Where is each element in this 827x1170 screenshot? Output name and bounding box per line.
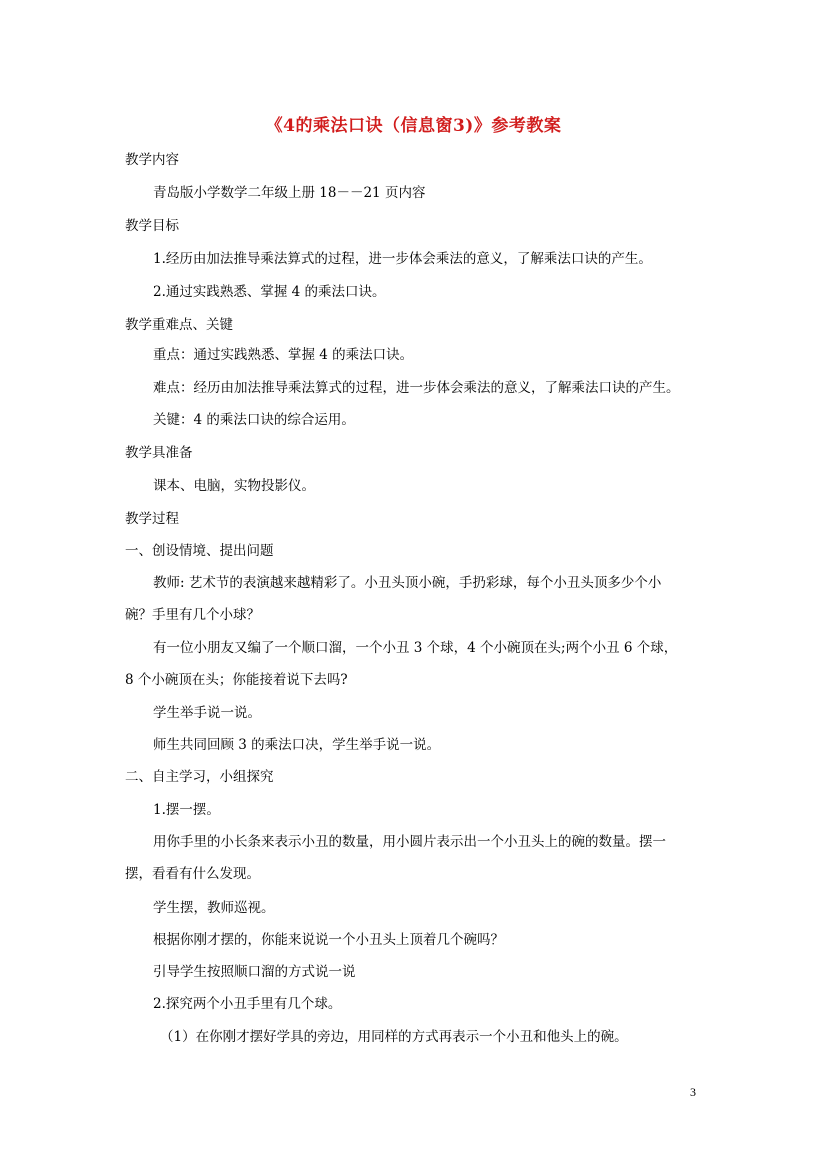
paragraph: 2.通过实践熟悉、掌握 4 的乘法口诀。	[153, 284, 386, 300]
heading-teaching-goals: 教学目标	[125, 218, 179, 234]
paragraph: 青岛版小学数学二年级上册 18－－21 页内容	[153, 185, 426, 201]
section-heading: 二、自主学习，小组探究	[125, 769, 274, 785]
paragraph: 学生举手说一说。	[153, 705, 261, 721]
paragraph: 师生共同回顾 3 的乘法口决，学生举手说一说。	[153, 737, 441, 753]
paragraph: 难点：经历由加法推导乘法算式的过程，进一步体会乘法的意义，了解乘法口诀的产生。	[153, 380, 680, 396]
paragraph: 关键：4 的乘法口诀的综合运用。	[153, 412, 355, 428]
paragraph: 引导学生按照顺口溜的方式说一说	[153, 964, 356, 980]
section-heading: 一、创设情境、提出问题	[125, 543, 274, 559]
paragraph: 课本、电脑，实物投影仪。	[153, 478, 315, 494]
paragraph: 教师: 艺术节的表演越来越精彩了。小丑头顶小碗，手扔彩球，每个小丑头顶多少个小	[153, 575, 662, 591]
heading-key-points: 教学重难点、关键	[125, 317, 233, 333]
paragraph: 用你手里的小长条来表示小丑的数量，用小圆片表示出一个小丑头上的碗的数量。摆一	[153, 834, 666, 850]
heading-teaching-aids: 教学具准备	[125, 445, 193, 461]
heading-teaching-content: 教学内容	[125, 152, 179, 168]
paragraph-continued: 8 个小碗顶在头；你能接着说下去吗?	[125, 672, 348, 688]
heading-teaching-process: 教学过程	[125, 511, 179, 527]
page-number: 3	[690, 1085, 696, 1099]
paragraph: 2.探究两个小丑手里有几个球。	[153, 996, 342, 1012]
paragraph: 1.经历由加法推导乘法算式的过程，进一步体会乘法的意义，了解乘法口诀的产生。	[153, 251, 652, 267]
paragraph: 学生摆，教师巡视。	[153, 900, 275, 916]
paragraph: 有一位小朋友又编了一个顺口溜，一个小丑 3 个球，4 个小碗顶在头;两个小丑 6 个球，	[153, 640, 678, 656]
paragraph: （1）在你刚才摆好学具的旁边，用同样的方式再表示一个小丑和他头上的碗。	[160, 1029, 628, 1045]
lesson-title: 《4的乘法口诀（信息窗3)》参考教案	[265, 116, 562, 136]
paragraph: 根据你刚才摆的，你能来说说一个小丑头上顶着几个碗吗？	[153, 932, 504, 948]
paragraph: 1.摆一摆。	[153, 802, 220, 818]
paragraph: 重点：通过实践熟悉、掌握 4 的乘法口诀。	[153, 347, 414, 363]
paragraph-continued: 摆，看看有什么发现。	[125, 866, 260, 882]
paragraph-continued: 碗？手里有几个小球？	[125, 607, 260, 623]
